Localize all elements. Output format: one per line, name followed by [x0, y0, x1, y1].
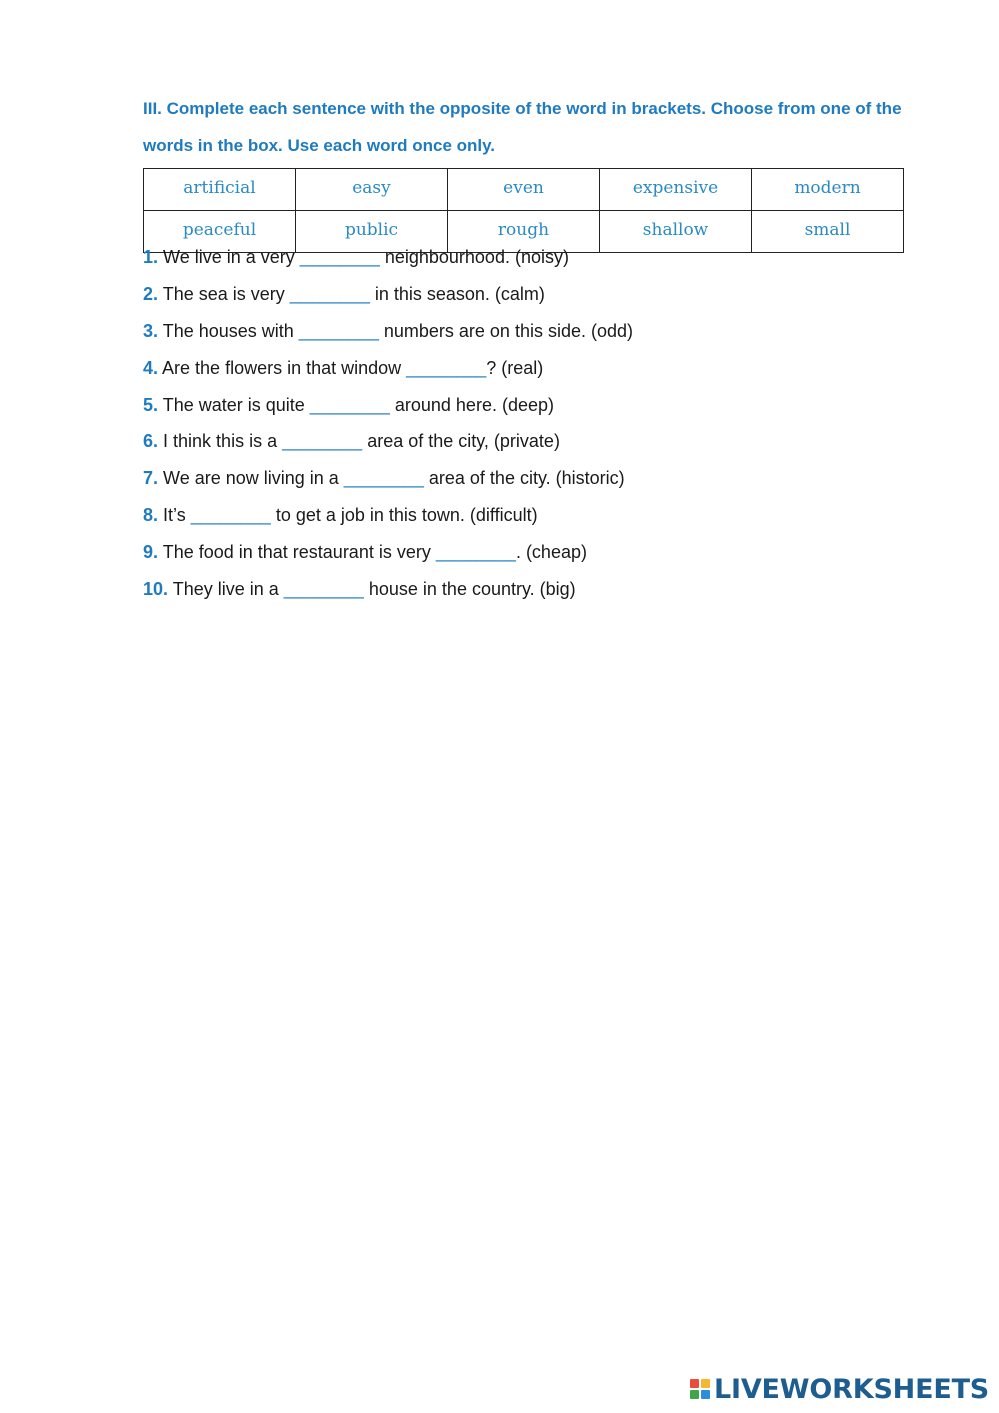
question-text-before: It’s — [163, 505, 191, 526]
exercise-instruction — [143, 90, 923, 164]
question-text-after: in this season. (calm) — [369, 283, 545, 304]
question-number: 2. — [143, 283, 159, 304]
question-text-after: numbers are on this side. (odd) — [378, 320, 634, 341]
answer-blank[interactable]: ________ — [283, 579, 364, 600]
question-text-before: The houses with — [162, 320, 299, 341]
question-text-before: The food in that restaurant is very — [162, 542, 436, 563]
question-text-after: . (cheap) — [515, 542, 587, 563]
question-text-after: area of the city. (historic) — [423, 468, 625, 489]
question-number: 7. — [143, 468, 159, 489]
logo-text: LIVEWORKSHEETS — [714, 1373, 990, 1405]
question-text-before: The sea is very — [162, 283, 290, 304]
question-number: 5. — [143, 394, 159, 415]
question-text-before: The water is quite — [162, 394, 310, 415]
question-number: 9. — [143, 542, 159, 563]
answer-blank[interactable]: ________ — [299, 247, 380, 267]
question-item — [143, 388, 903, 425]
word-cell: public — [296, 211, 448, 253]
liveworksheets-logo — [690, 1373, 990, 1405]
question-number: 8. — [143, 505, 159, 526]
logo-square — [701, 1390, 710, 1399]
question-item — [143, 461, 903, 498]
exercise-text: Complete each sentence with the opposite of the word in brackets. Choose from one of the words in the box. Use each word once only. — [143, 99, 902, 155]
question-text-after: area of the city, (private) — [362, 431, 560, 452]
logo-square — [701, 1379, 710, 1388]
question-text-before: We are now living in a — [163, 468, 344, 489]
answer-blank[interactable]: ________ — [343, 468, 424, 489]
word-cell: modern — [752, 169, 904, 211]
question-text-before: Are the flowers in that window — [162, 357, 407, 378]
question-text-after: neighbourhood. (noisy) — [379, 247, 569, 267]
word-cell: small — [752, 211, 904, 253]
logo-square — [690, 1390, 699, 1399]
question-item — [143, 535, 903, 572]
question-list — [143, 240, 903, 609]
answer-blank[interactable]: ________ — [190, 505, 271, 526]
answer-blank[interactable]: ________ — [298, 320, 379, 341]
question-number: 1. — [143, 247, 159, 267]
question-item — [143, 572, 903, 609]
question-item — [143, 498, 903, 535]
answer-blank[interactable]: ________ — [289, 283, 370, 304]
question-text-after: house in the country. (big) — [363, 579, 576, 600]
question-text-after: to get a job in this town. (difficult) — [270, 505, 538, 526]
word-cell: rough — [448, 211, 600, 253]
word-cell: easy — [296, 169, 448, 211]
answer-blank[interactable]: ________ — [282, 431, 363, 452]
word-cell: artificial — [144, 169, 296, 211]
question-number: 4. — [143, 357, 159, 378]
question-item — [143, 277, 903, 314]
logo-square — [690, 1379, 699, 1388]
question-text-before: We live in a very — [163, 247, 300, 267]
word-cell: even — [448, 169, 600, 211]
answer-blank[interactable]: ________ — [309, 394, 390, 415]
exercise-label: III. — [143, 99, 162, 118]
question-item — [143, 351, 903, 388]
question-number: 3. — [143, 320, 159, 341]
question-item — [143, 314, 903, 351]
question-item — [143, 240, 903, 277]
question-text-before: They live in a — [172, 579, 284, 600]
question-text-after: around here. (deep) — [389, 394, 554, 415]
word-cell: peaceful — [144, 211, 296, 253]
question-text-after: ? (real) — [486, 357, 544, 378]
question-item — [143, 424, 903, 461]
word-cell: shallow — [600, 211, 752, 253]
question-number: 6. — [143, 431, 159, 452]
question-number: 10. — [143, 579, 169, 600]
answer-blank[interactable]: ________ — [406, 357, 487, 378]
logo-grid-icon — [690, 1379, 710, 1399]
word-cell: expensive — [600, 169, 752, 211]
answer-blank[interactable]: ________ — [435, 542, 516, 563]
word-box-row — [144, 169, 904, 211]
question-text-before: I think this is a — [163, 431, 283, 452]
